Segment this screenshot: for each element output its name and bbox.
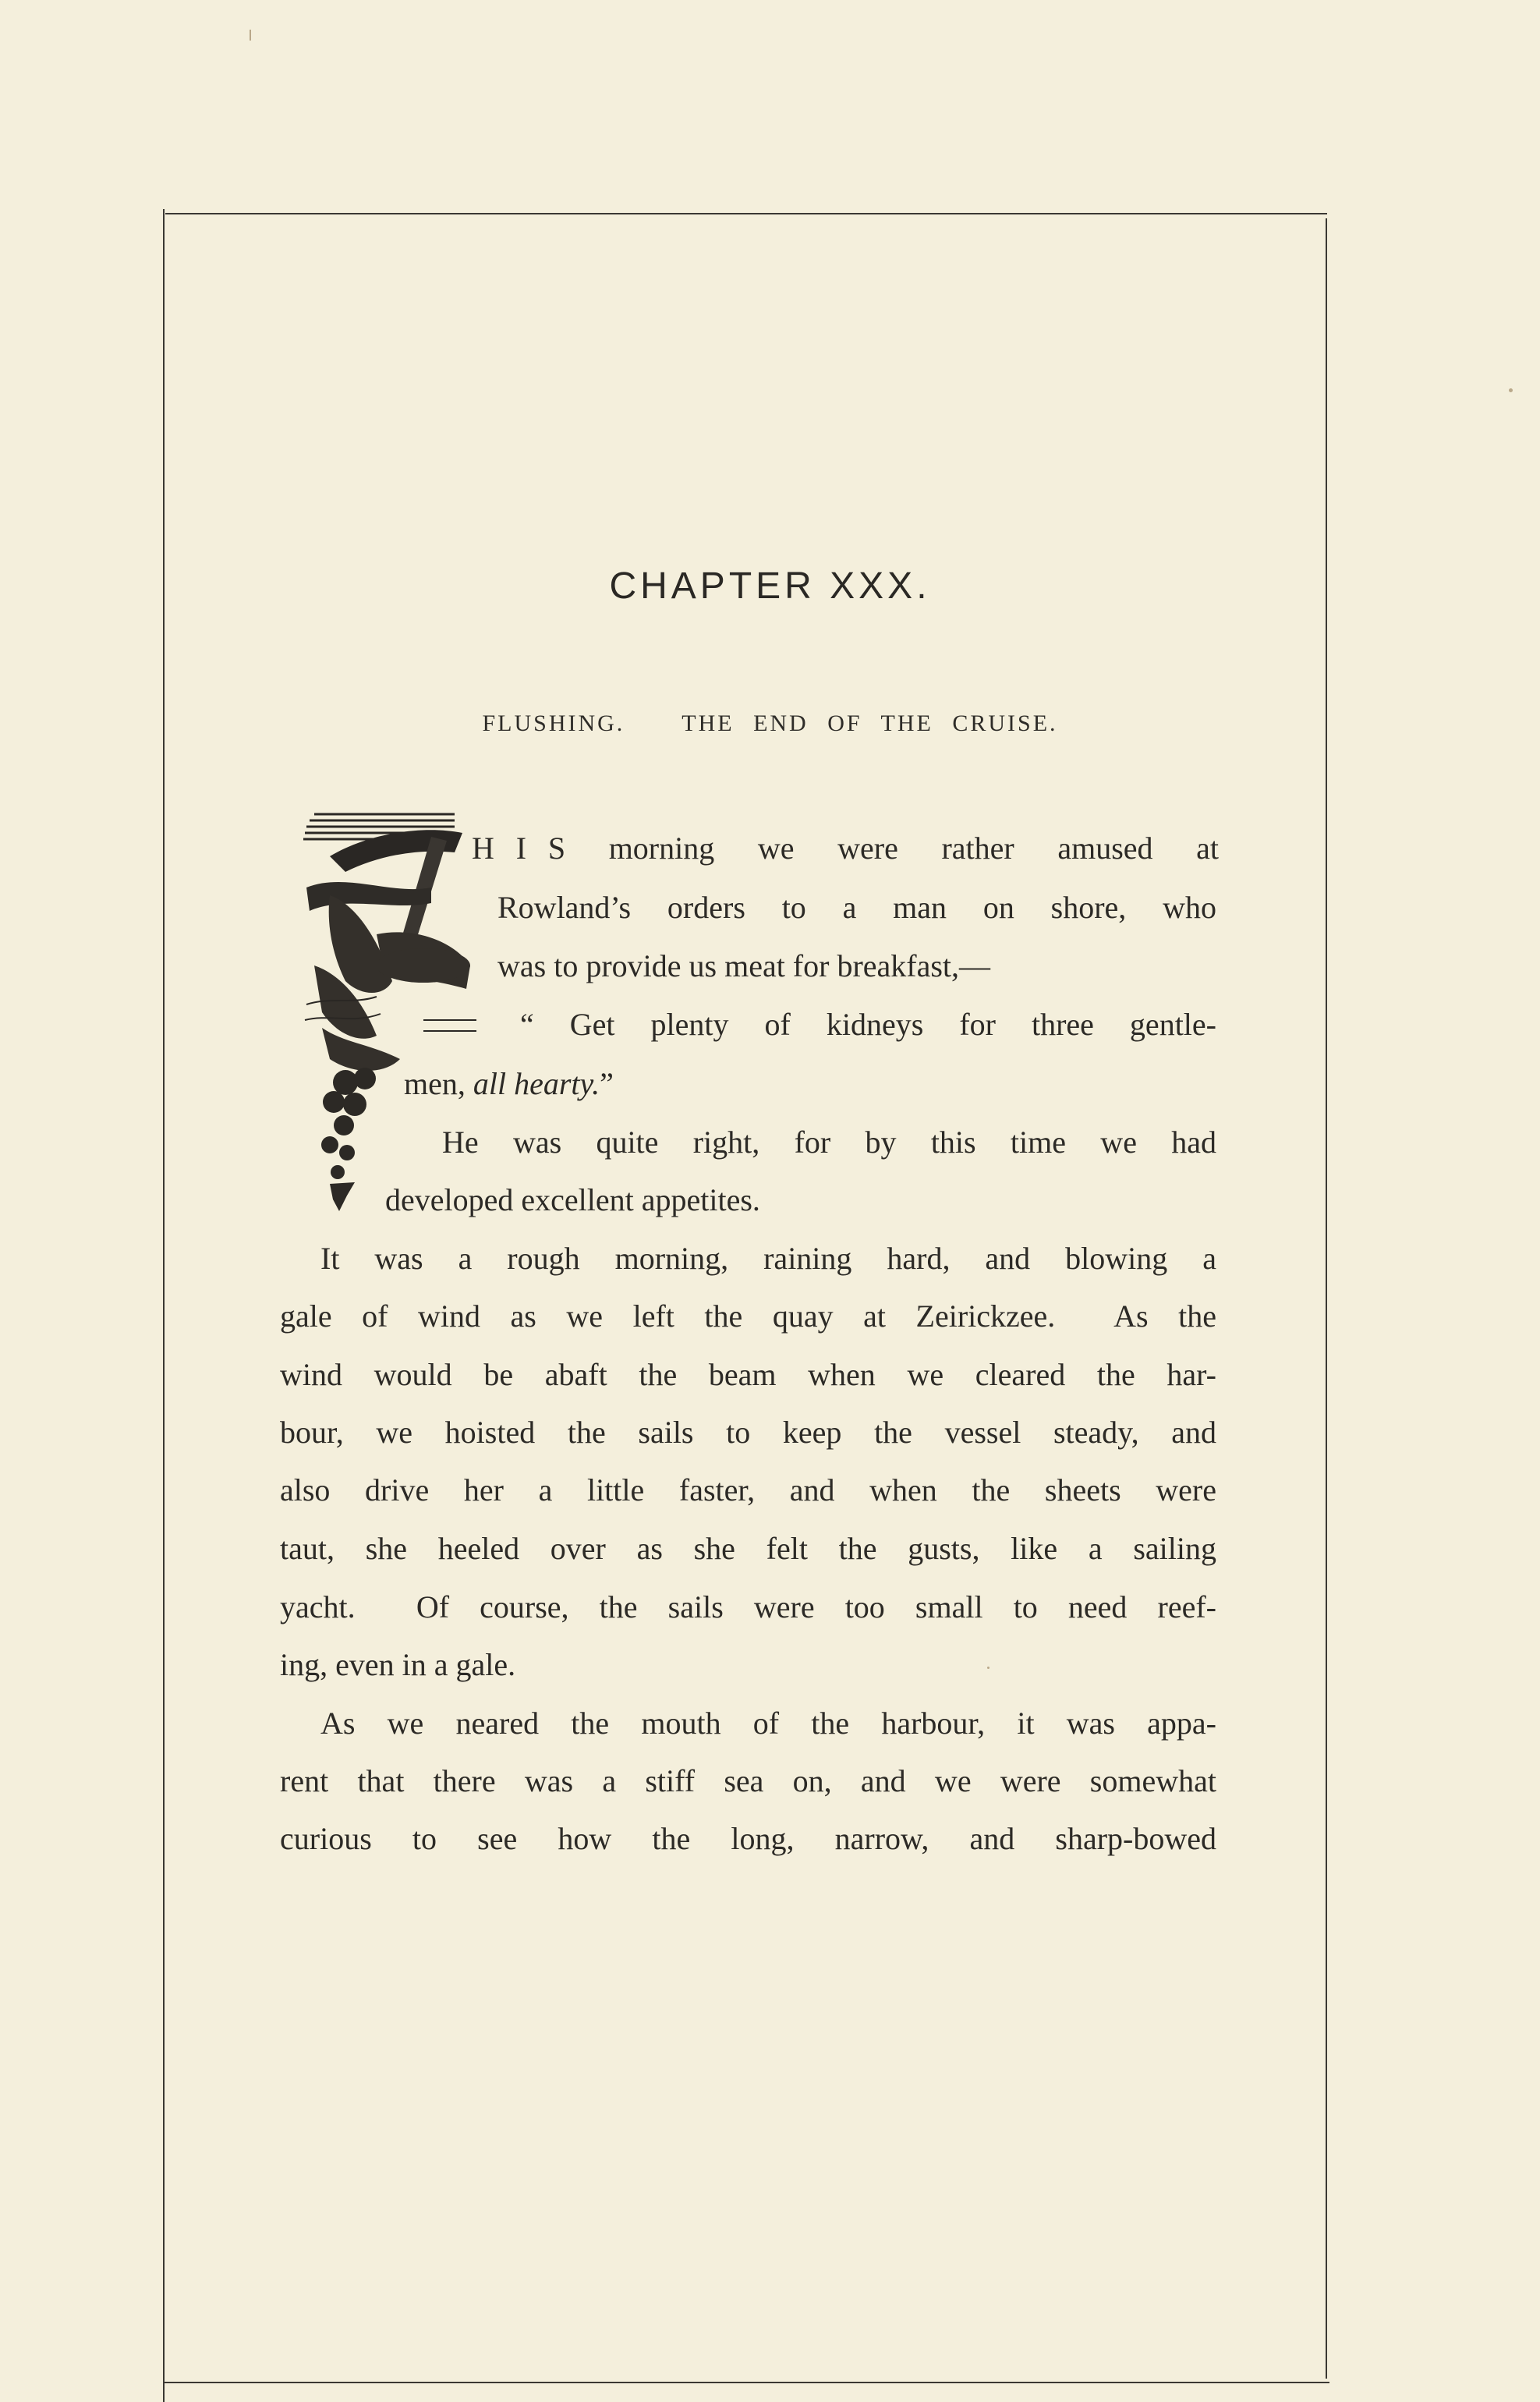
text-line	[280, 1763, 1216, 1798]
paper-speck	[250, 30, 251, 41]
text-line	[280, 1649, 515, 1681]
text-line	[497, 892, 1216, 923]
text-line	[320, 1243, 1216, 1274]
page-frame-left-rule	[163, 209, 165, 2402]
text-line-content: bour, we hoisted the sails to keep the vessel steady, and	[280, 1415, 1216, 1450]
text-line	[385, 1182, 760, 1217]
text-line	[280, 1533, 1216, 1564]
page-frame-bottom-rule	[164, 2382, 1329, 2383]
text-line	[320, 1708, 1216, 1739]
text-line-content: Rowland’s orders to a man on shore, who	[497, 890, 1216, 925]
paper-speck	[1509, 388, 1513, 392]
text-line-content: gale of wind as we left the quay at Zeirickzee. As the	[280, 1298, 1216, 1334]
text-line	[497, 948, 991, 983]
text-line-content: men,	[404, 1066, 473, 1101]
text-line	[472, 833, 1219, 864]
text-line-content: yacht. Of course, the sails were too small to need reef-	[280, 1589, 1216, 1624]
text-line-content: was to provide us meat for breakfast,—	[497, 948, 991, 983]
italic-phrase: all hearty.	[473, 1066, 600, 1101]
text-line	[280, 1589, 1216, 1624]
text-line-content: developed excellent appetites.	[385, 1182, 760, 1217]
text-line	[520, 1009, 1216, 1040]
text-line	[404, 1068, 614, 1100]
text-line-content: He was quite right, for by this time we had	[442, 1125, 1216, 1160]
page-frame-right-rule	[1326, 218, 1327, 2379]
text-line-content: It was a rough morning, raining hard, and blowing a	[320, 1241, 1216, 1276]
text-line	[280, 1472, 1216, 1507]
closing-quote: ”	[600, 1066, 614, 1101]
text-line-content: curious to see how the long, narrow, and sharp-bowed	[280, 1821, 1216, 1856]
text-line	[280, 1298, 1216, 1334]
text-line	[280, 1823, 1216, 1855]
text-line	[442, 1127, 1216, 1158]
text-line-content: taut, she heeled over as she felt the gusts, like a sailing	[280, 1531, 1216, 1566]
text-line	[280, 1359, 1216, 1391]
text-line	[280, 1417, 1216, 1448]
text-line-content: H I S morning we were rather amused at	[472, 831, 1219, 866]
text-line-content: ing, even in a gale.	[280, 1647, 516, 1682]
text-line-content: “ Get plenty of kidneys for three gentle-	[520, 1007, 1216, 1042]
page-frame-top-rule	[165, 213, 1327, 214]
chapter-title: CHAPTER XXX.	[609, 565, 931, 607]
text-line-content: rent that there was a stiff sea on, and we were somewhat	[280, 1763, 1216, 1798]
text-line-content: also drive her a little faster, and when the sheets were	[280, 1472, 1216, 1507]
paper-speck	[987, 1667, 989, 1669]
text-line-content: wind would be abaft the beam when we cleared the har-	[280, 1357, 1216, 1392]
chapter-subtitle: FLUSHING. THE END OF THE CRUISE.	[482, 710, 1058, 736]
text-line-content: As we neared the mouth of the harbour, it was appa-	[320, 1706, 1216, 1741]
